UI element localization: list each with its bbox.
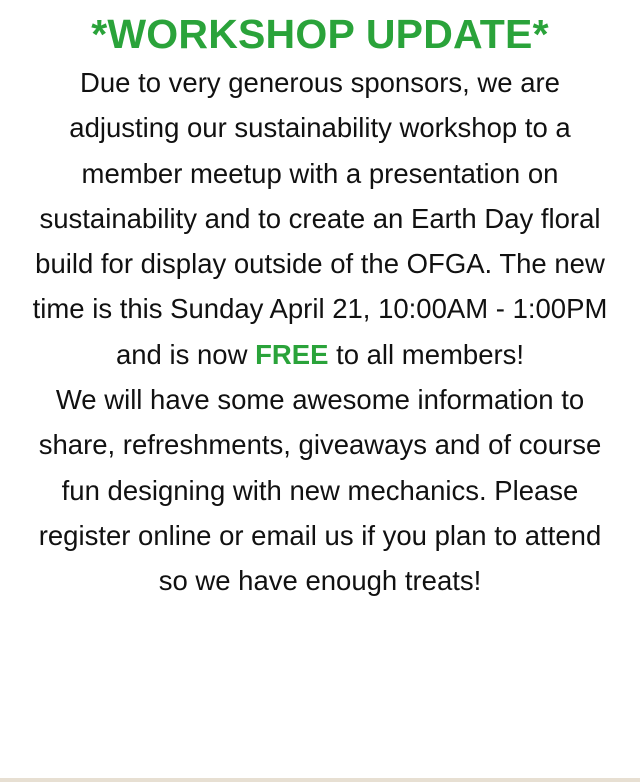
announcement-paragraph-2: We will have some awesome information to share, refreshments, giveaways and of course fun designing with new mechanics. Please register online or email us if you plan to attend so we have enough treats! [38, 384, 602, 597]
free-highlight: FREE [255, 338, 329, 370]
announcement-title: *WORKSHOP UPDATE* [91, 11, 549, 57]
bottom-divider [0, 778, 640, 782]
announcement-paragraph-1 [26, 60, 614, 377]
paragraph-1-text-after-free: to all members! [336, 338, 525, 370]
paragraph-1-text-before-free: Due to very generous sponsors, we are adjusting our sustainability workshop to a member meetup with a presentation on sustainability and to create an Earth Day floral build for display outside of the OFGA. The new time is this Sunday April 21, 10:00AM - 1:00PM and is now [32, 67, 608, 370]
